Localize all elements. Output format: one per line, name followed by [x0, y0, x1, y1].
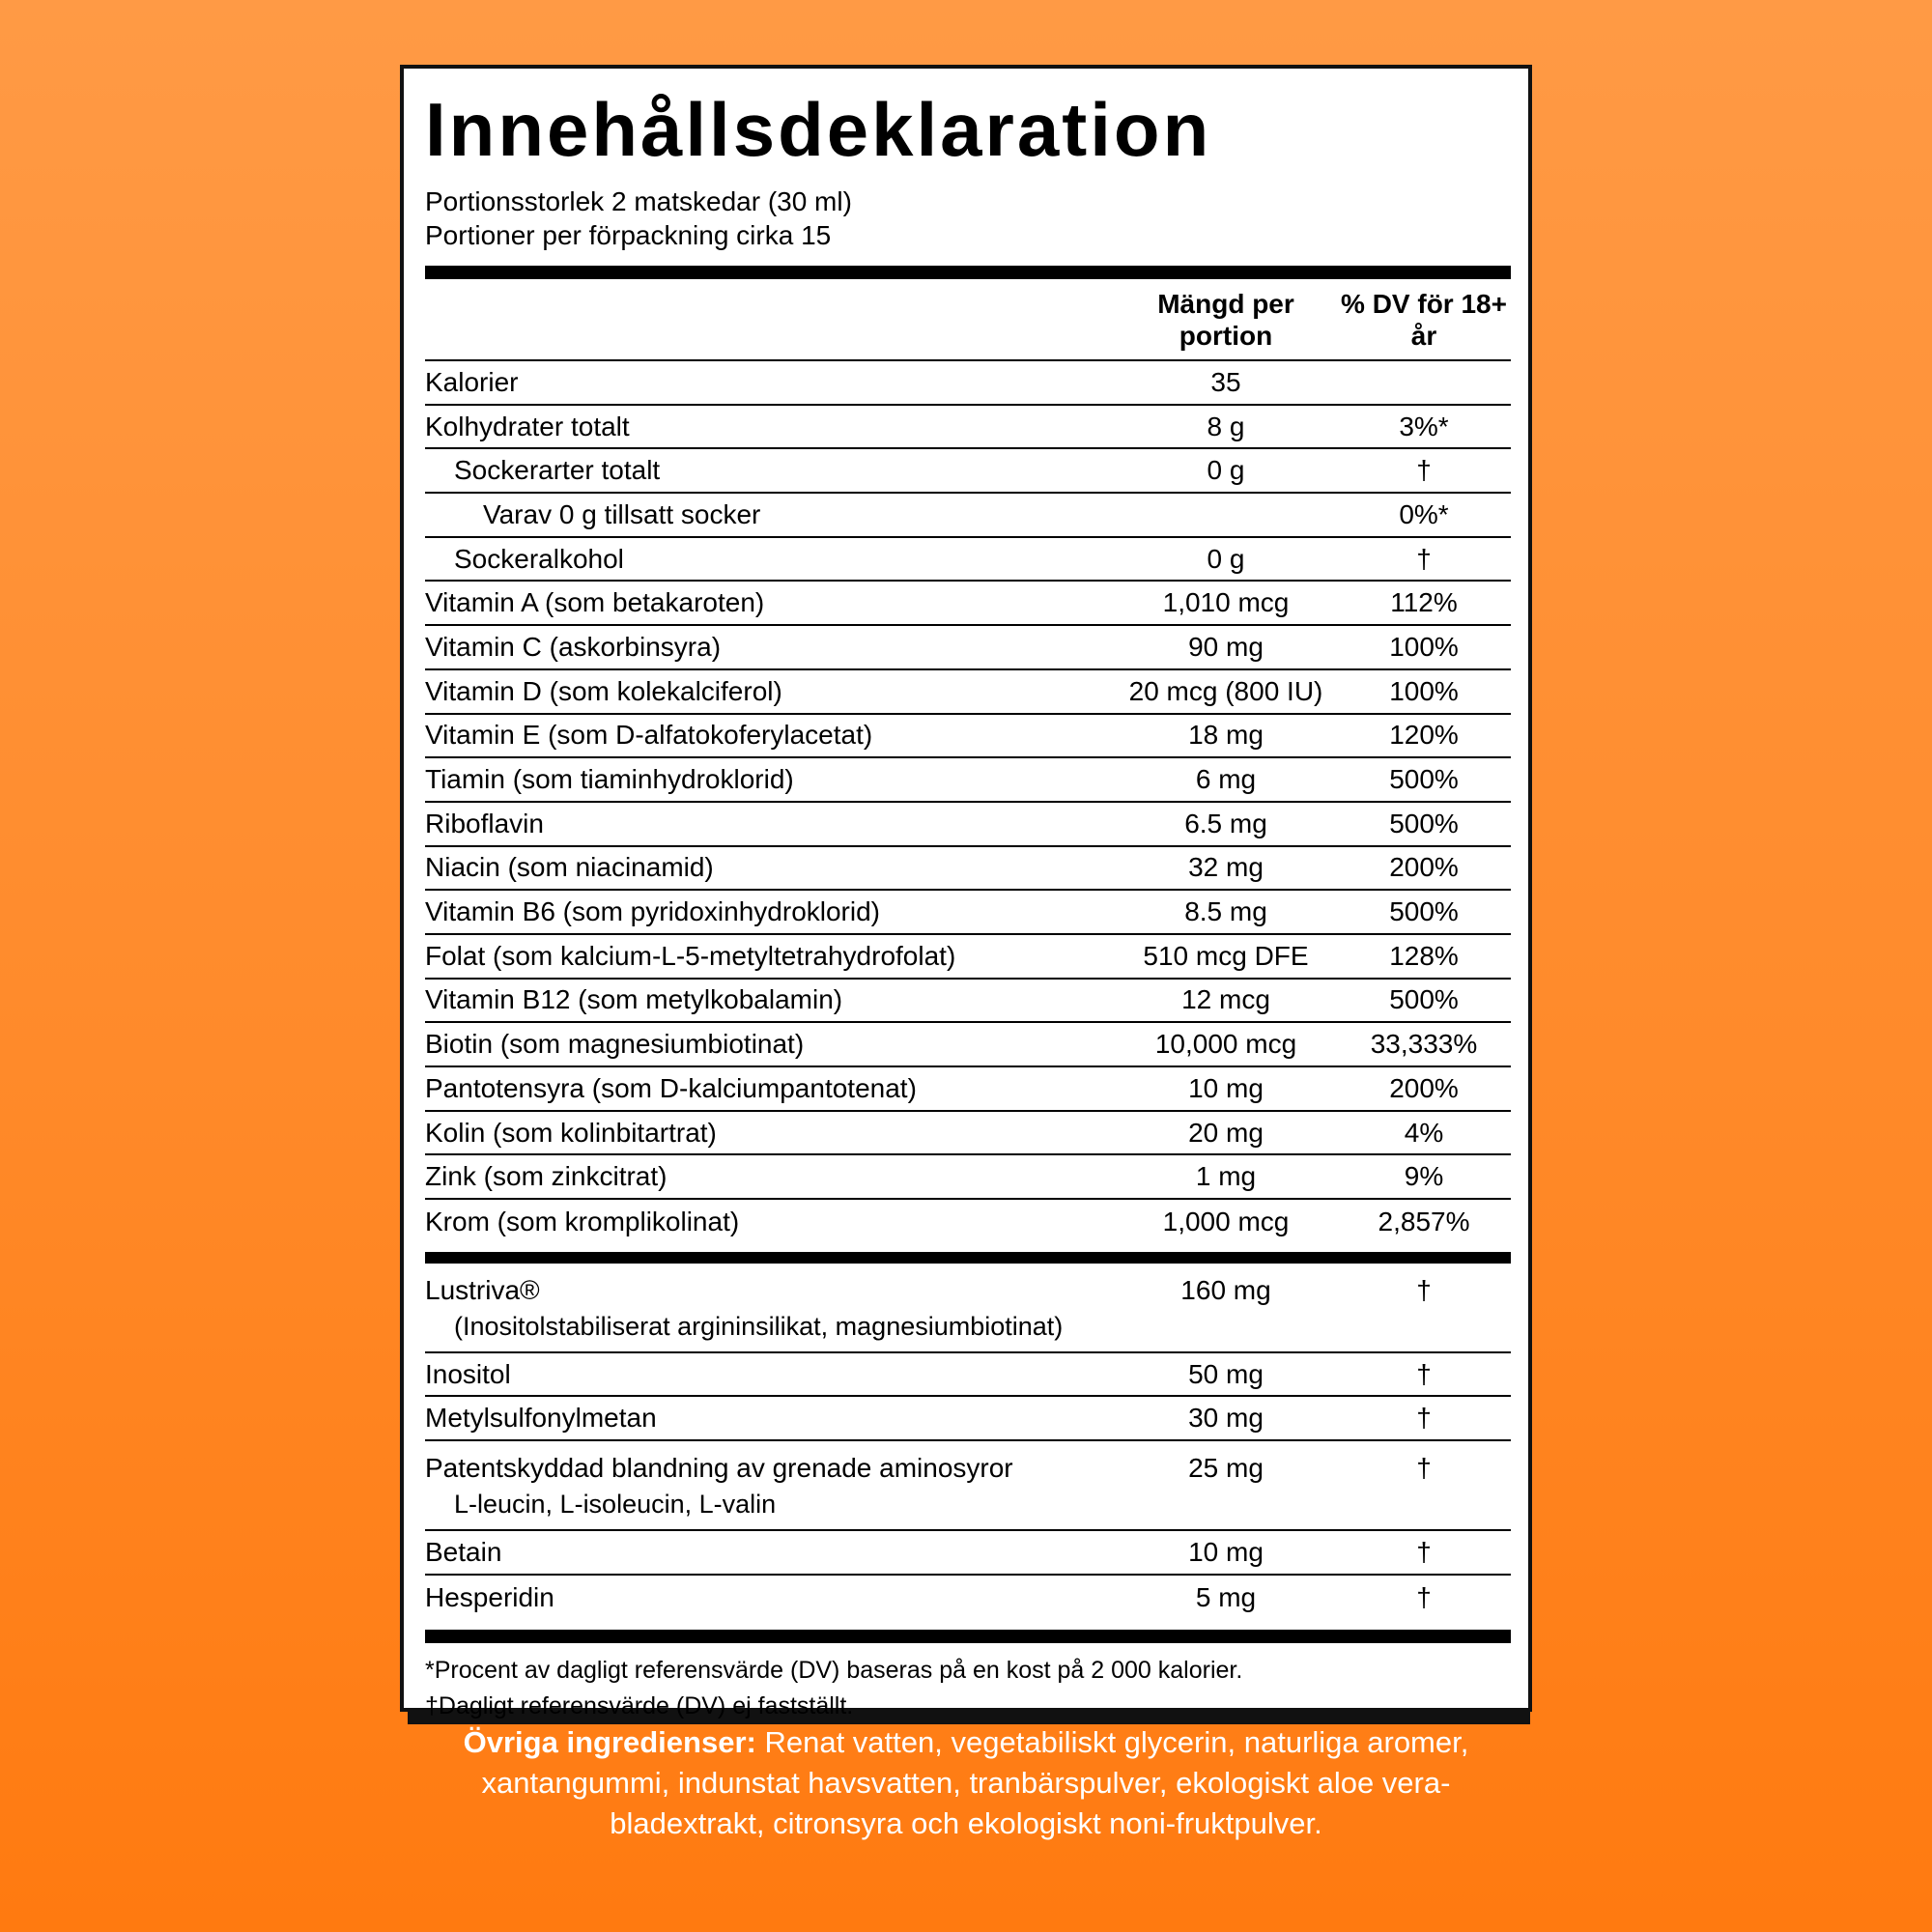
nutrient-name: Kalorier — [425, 366, 519, 397]
nutrient-name: Niacin (som niacinamid) — [425, 852, 714, 883]
nutrient-amount: 1,010 mcg — [1162, 587, 1290, 618]
nutrient-name: Vitamin E (som D-alfatokoferylacetat) — [425, 720, 873, 751]
nutrient-amount: 8.5 mg — [1184, 896, 1267, 927]
nutrient-amount: 1 mg — [1195, 1161, 1257, 1192]
table-row — [425, 891, 1511, 935]
servings-per-container: Portioner per förpackning cirka 15 — [425, 220, 832, 250]
table-row — [425, 803, 1511, 847]
thick-rule — [425, 1630, 1511, 1643]
nutrient-dv: 100% — [1389, 675, 1459, 706]
table-row — [425, 847, 1511, 892]
nutrient-amount: 35 — [1210, 366, 1241, 397]
nutrient-dv: 120% — [1389, 720, 1459, 751]
nutrient-name: Inositol — [425, 1358, 511, 1389]
nutrient-name: Vitamin D (som kolekalciferol) — [425, 675, 782, 706]
table-row — [425, 1023, 1511, 1067]
nutrient-dv: 0%* — [1399, 498, 1449, 529]
nutrient-amount: 160 mg — [1180, 1274, 1271, 1305]
nutrient-table — [425, 361, 1511, 1244]
other-nutrient-table — [425, 1264, 1511, 1620]
footnote-dagger: †Dagligt referensvärde (DV) ej fastställt. — [425, 1691, 854, 1719]
table-row — [425, 626, 1511, 670]
table-row — [425, 1200, 1511, 1244]
nutrient-name: Metylsulfonylmetan — [425, 1403, 657, 1434]
nutrient-name: Sockerarter totalt — [454, 455, 661, 486]
nutrient-name: Vitamin B12 (som metylkobalamin) — [425, 984, 843, 1015]
nutrient-amount: 90 mg — [1188, 631, 1264, 662]
nutrient-amount: 6 mg — [1195, 764, 1257, 795]
nutrient-amount: 10 mg — [1188, 1072, 1264, 1103]
table-row — [425, 670, 1511, 715]
section-rule — [425, 1252, 1511, 1264]
nutrient-amount: 8 g — [1207, 411, 1245, 441]
nutrient-name: Sockeralkohol — [454, 543, 624, 574]
table-row — [425, 582, 1511, 626]
nutrient-name: Riboflavin — [425, 808, 544, 838]
nutrient-name: Lustriva® — [425, 1274, 540, 1305]
table-row — [425, 715, 1511, 759]
table-row — [425, 361, 1511, 406]
nutrient-name: Tiamin (som tiaminhydroklorid) — [425, 764, 794, 795]
thick-rule — [425, 266, 1511, 279]
nutrient-dv: † — [1416, 1581, 1432, 1612]
nutrient-name: Betain — [425, 1536, 502, 1567]
nutrient-name: Zink (som zinkcitrat) — [425, 1161, 668, 1192]
nutrient-dv: 500% — [1389, 764, 1459, 795]
nutrient-name: Patentskyddad blandning av grenade aminosyror — [425, 1453, 1013, 1484]
table-header — [425, 279, 1511, 361]
nutrient-amount: 0 g — [1207, 455, 1245, 486]
nutrient-name: Vitamin C (askorbinsyra) — [425, 631, 722, 662]
table-row — [425, 1576, 1511, 1620]
header-amount: Mängd per portion — [1157, 288, 1294, 351]
nutrient-name: Vitamin A (som betakaroten) — [425, 587, 765, 618]
table-row — [425, 935, 1511, 980]
nutrient-dv: 100% — [1389, 631, 1459, 662]
nutrient-amount: 20 mg — [1188, 1117, 1264, 1148]
nutrient-name: Vitamin B6 (som pyridoxinhydroklorid) — [425, 896, 880, 927]
other-ingredients-heading: Övriga ingredienser: — [463, 1725, 756, 1759]
nutrient-amount: 10 mg — [1188, 1536, 1264, 1567]
nutrient-name: Hesperidin — [425, 1581, 554, 1612]
table-row — [425, 1112, 1511, 1156]
nutrient-amount: 12 mcg — [1181, 984, 1270, 1015]
nutrient-amount: 0 g — [1207, 543, 1245, 574]
nutrient-dv: 33,333% — [1370, 1029, 1478, 1060]
label-title: Innehållsdeklaration — [425, 87, 1212, 172]
nutrient-name: Kolin (som kolinbitartrat) — [425, 1117, 717, 1148]
table-row — [425, 494, 1511, 538]
nutrient-dv: 500% — [1389, 984, 1459, 1015]
nutrient-dv: 200% — [1389, 1072, 1459, 1103]
table-row — [425, 538, 1511, 582]
nutrient-dv: † — [1416, 1358, 1432, 1389]
nutrient-dv: † — [1416, 543, 1432, 574]
nutrient-name: Folat (som kalcium-L-5-metyltetrahydrofolat) — [425, 940, 956, 971]
table-row — [425, 1067, 1511, 1112]
nutrient-subtext: (Inositolstabiliserat argininsilikat, magnesiumbiotinat) — [454, 1311, 1064, 1341]
nutrient-name: Kolhydrater totalt — [425, 411, 630, 441]
footnote-percent: *Procent av dagligt referensvärde (DV) baseras på en kost på 2 000 kalorier. — [425, 1656, 1243, 1684]
nutrient-dv: 200% — [1389, 852, 1459, 883]
other-ingredients-text: Renat vatten, vegetabiliskt glycerin, naturliga aromer, xantangummi, indunstat havsvatten, tranbärspulver, ekologiskt aloe vera-bladextrakt, citronsyra och ekologiskt noni-fruktpulver. — [481, 1725, 1469, 1840]
nutrient-amount: 32 mg — [1188, 852, 1264, 883]
table-row — [425, 406, 1511, 450]
nutrient-amount: 50 mg — [1188, 1358, 1264, 1389]
table-row — [425, 1531, 1511, 1576]
nutrient-dv: † — [1416, 1453, 1432, 1484]
table-row — [425, 758, 1511, 803]
nutrient-dv: 3%* — [1399, 411, 1449, 441]
nutrient-amount: 18 mg — [1188, 720, 1264, 751]
nutrient-dv: † — [1416, 1274, 1432, 1305]
table-row — [425, 1353, 1511, 1398]
nutrient-dv: 2,857% — [1378, 1206, 1470, 1236]
nutrition-label — [400, 65, 1532, 1719]
nutrient-subtext: L-leucin, L-isoleucin, L-valin — [454, 1490, 777, 1520]
nutrient-name: Varav 0 g tillsatt socker — [483, 498, 761, 529]
nutrient-dv: 128% — [1389, 940, 1459, 971]
serving-info — [425, 185, 1511, 252]
header-dv: % DV för 18+ år — [1341, 288, 1507, 351]
table-row — [425, 980, 1511, 1024]
nutrient-amount: 510 mcg DFE — [1143, 940, 1309, 971]
nutrient-amount: 20 mcg (800 IU) — [1128, 675, 1323, 706]
serving-size: Portionsstorlek 2 matskedar (30 ml) — [425, 186, 852, 216]
nutrient-name: Biotin (som magnesiumbiotinat) — [425, 1029, 805, 1060]
nutrient-dv: † — [1416, 455, 1432, 486]
nutrient-amount: 25 mg — [1188, 1453, 1264, 1484]
nutrient-dv: 500% — [1389, 896, 1459, 927]
nutrient-amount: 1,000 mcg — [1162, 1206, 1290, 1236]
nutrient-amount: 30 mg — [1188, 1403, 1264, 1434]
nutrient-dv: † — [1416, 1536, 1432, 1567]
table-row — [425, 1264, 1511, 1353]
nutrient-dv: 500% — [1389, 808, 1459, 838]
nutrient-amount: 10,000 mcg — [1154, 1029, 1297, 1060]
nutrient-name: Pantotensyra (som D-kalciumpantotenat) — [425, 1072, 917, 1103]
table-row — [425, 449, 1511, 494]
nutrient-dv: † — [1416, 1403, 1432, 1434]
nutrient-amount: 6.5 mg — [1184, 808, 1267, 838]
nutrient-amount: 5 mg — [1195, 1581, 1257, 1612]
nutrient-dv: 9% — [1404, 1161, 1444, 1192]
footnotes — [425, 1643, 1511, 1724]
nutrient-name: Krom (som kromplikolinat) — [425, 1206, 740, 1236]
table-row — [425, 1397, 1511, 1441]
table-row — [425, 1441, 1511, 1531]
nutrient-dv: 4% — [1404, 1117, 1444, 1148]
other-ingredients — [406, 1722, 1526, 1844]
table-row — [425, 1155, 1511, 1200]
nutrient-dv: 112% — [1390, 587, 1458, 618]
